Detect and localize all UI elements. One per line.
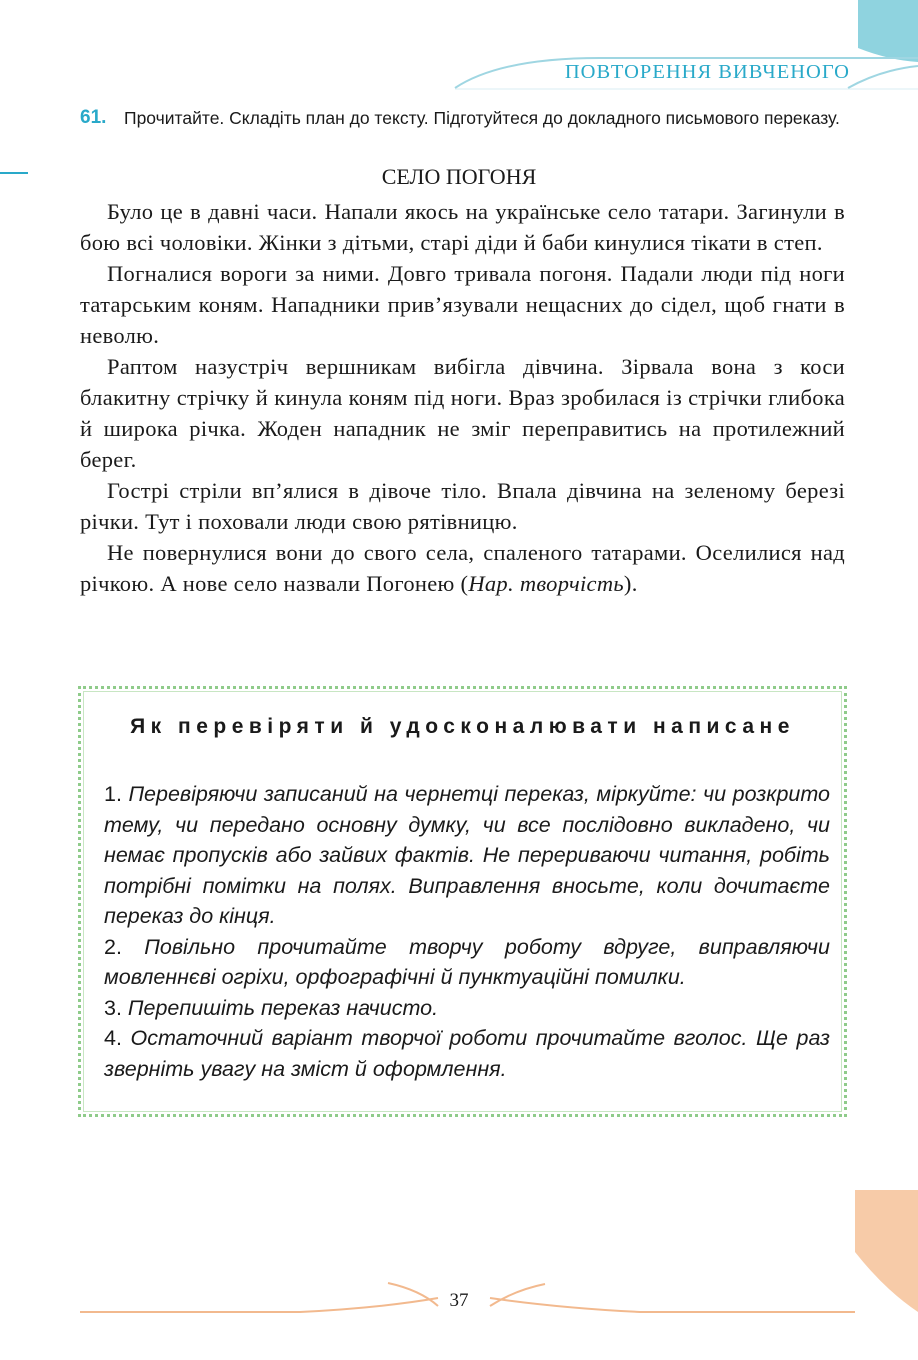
- story-source: Нар. творчість: [468, 571, 624, 596]
- blue-corner-tab: [858, 0, 918, 62]
- story-title: СЕЛО ПОГОНЯ: [381, 164, 537, 189]
- tips-item: [104, 993, 830, 1024]
- story-paragraph: Було це в давні часи. Напали якось на українське село татари. Загинули в бою всі чоловіки. Жінки з дітьми, старі діди й баби кинулися тікати в степ.: [80, 199, 845, 255]
- task-instruction: Прочитайте. Складіть план до тексту. Підготуйтеся до докладного письмового переказу.: [124, 108, 840, 128]
- tips-item-number: 2.: [104, 934, 122, 959]
- tips-item-text: Перепишіть переказ начисто.: [127, 995, 439, 1020]
- story-last-closing: ).: [623, 571, 638, 596]
- tips-item-number: 4.: [104, 1026, 122, 1050]
- story-paragraph-last: [80, 537, 845, 599]
- story-last-text: Не повернулися вони до свого села, спаленого татарами. Оселилися над річкою. А нове село назвали Погонею (: [80, 540, 845, 596]
- tips-item: [104, 932, 830, 993]
- tips-item: [104, 779, 830, 932]
- story-paragraph: Раптом назустріч вершникам вибігла дівчина. Зірвала вона з коси блакитну стрічку й кинула коням під ноги. Враз зробилася із стрічки глибока й широка річка. Жоден нападник не зміг переправитись на протилежний берег.: [80, 354, 845, 472]
- tips-item-text: Перевіряючи записаний на чернетці переказ, міркуйте: чи розкрито тему, чи передано основну думку, чи все послідовно викладено, чи немає пропусків або зайвих фактів. Не перериваючи читання, робіть потрібні помітки на полях. Виправлення вносьте, коли дочитаєте переказ до кінця.: [104, 782, 830, 928]
- page-number: 37: [449, 1290, 469, 1311]
- story-paragraph: Погналися вороги за ними. Довго тривала погоня. Падали люди під ноги татарським коням. Нападники прив’язували нещасних до сідел, щоб гнати в неволю.: [80, 261, 845, 348]
- tips-item: [104, 1023, 830, 1084]
- tips-box: [78, 686, 847, 1117]
- task-number: 61.: [80, 107, 107, 128]
- tips-item-number: 3.: [104, 995, 122, 1020]
- tips-box-title: Як перевіряти й удосконалювати написане: [130, 715, 795, 738]
- story-paragraph: Гострі стріли вп’ялися в дівоче тіло. Впала дівчина на зеленому березі річки. Тут і поховали люди свою рятівницю.: [80, 478, 845, 534]
- tips-item-number: 1.: [104, 782, 122, 806]
- tips-item-text: Остаточний варіант творчої роботи прочитайте вголос. Ще раз зверніть увагу на зміст й оформлення.: [104, 1026, 830, 1081]
- tips-list: [104, 779, 830, 1084]
- story-text: [80, 196, 845, 599]
- tips-item-text: Повільно прочитайте творчу роботу вдруге, виправляючи мовленнєві огріхи, орфографічні й пунктуаційні помилки.: [104, 934, 830, 989]
- section-title: ПОВТОРЕННЯ ВИВЧЕНОГО: [564, 61, 850, 83]
